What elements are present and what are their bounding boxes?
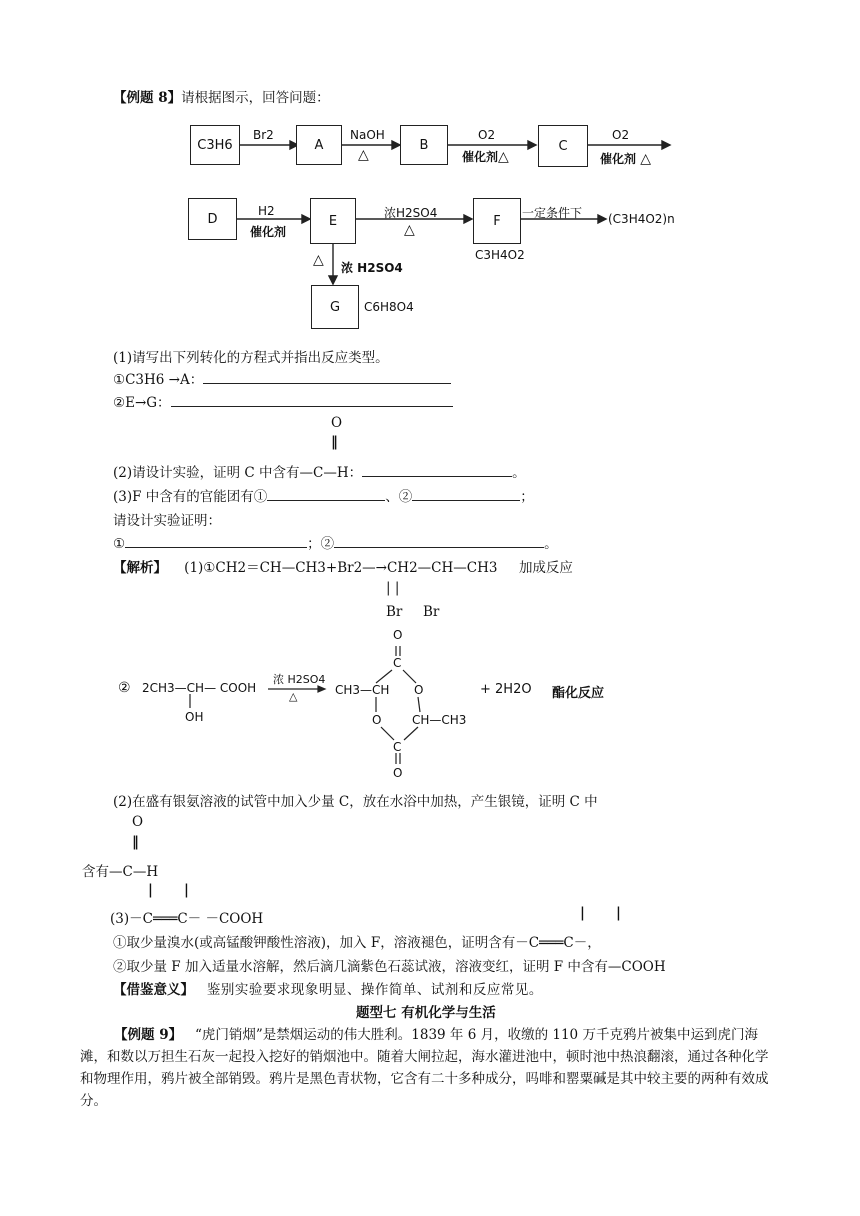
label-conc-h2so4-1: 浓H2SO4 — [384, 206, 438, 220]
box-d: D — [188, 198, 237, 240]
analysis-line-1: 【解析】 (1)①CH2＝CH—CH3+Br2—→CH2—CH—CH3 加成反应 — [113, 560, 573, 576]
analysis-contains: 含有—C—H — [82, 864, 159, 880]
label-f-formula: C3H4O2 — [475, 248, 525, 262]
box-g: G — [311, 285, 359, 329]
analysis-line-4: (3)－C═══C－ －COOH — [110, 911, 264, 927]
equation-2-heat: △ — [289, 690, 298, 703]
equation-2-type: 酯化反应 — [552, 686, 605, 701]
bond-bar-4: | — [616, 905, 621, 921]
q2-double-bond: ‖ — [331, 434, 338, 450]
label-some-conditions: 一定条件下 — [522, 206, 583, 220]
ring-top-o: O — [393, 628, 403, 642]
analysis-line-5: ①取少量溴水(或高锰酸钾酸性溶液)，加入 F，溶液褪色，证明含有－C═══C－， — [113, 935, 601, 951]
question-3-blanks: ① ；② 。 — [113, 536, 558, 552]
label-catalyst-1: 催化剂△ — [462, 149, 509, 165]
equation-2-reactant: 2CH3—CH— COOH — [142, 681, 257, 695]
label-br2: Br2 — [253, 128, 274, 142]
ring-bottom-o: O — [393, 766, 403, 780]
question-2: (2)请设计实验，证明 C 中含有—C—H： 。 — [113, 465, 526, 481]
example-8-prompt: 请根据图示，回答问题： — [181, 90, 330, 106]
ring-bottom-c: C — [393, 740, 402, 754]
label-g-formula: C6H8O4 — [364, 300, 414, 314]
equation-2-condition: 浓 H2SO4 — [273, 673, 326, 686]
equation-2-water: + 2H2O — [480, 682, 532, 697]
example-8-label: 【例题 8】 — [113, 90, 182, 106]
analysis-line-6: ②取少量 F 加入适量水溶解，然后滴几滴紫色石蕊试液，溶液变红，证明 F 中含有—COOH — [113, 959, 666, 975]
box-a: A — [296, 125, 342, 165]
section-title: 题型七 有机化学与生活 — [356, 1005, 496, 1021]
ring-right-o: O — [414, 683, 424, 697]
label-h2: H2 — [258, 204, 275, 218]
label-catalyst-2: 催化剂 △ — [600, 151, 651, 167]
equation-2-number: ② — [118, 680, 131, 696]
box-e: E — [310, 198, 356, 244]
reference-line: 【借鉴意义】 鉴别实验要求现象明显、操作简单、试剂和反应常见。 — [113, 982, 543, 998]
bond-bar-3: | — [580, 905, 585, 921]
label-heat-1: △ — [358, 147, 369, 163]
label-heat-2: △ — [404, 222, 415, 238]
example-9-paragraph: 【例题 9】 “虎门销烟”是禁烟运动的伟大胜利。1839 年 6 月，收缴的 110 万千克鸦片被集中运到虎门海滩，和数以万担生石灰一起投入挖好的销烟池中。随着大闸拉起，海水灌进池中，顿时池中热浪翻滚，通过各种化学和物理作用，鸦片被全部销毁。鸦片是黑色青状物，它含有二十多种成分，吗啡和罂粟碱是其中较主要的两种有效成分。 — [80, 1027, 769, 1109]
box-c: C — [538, 125, 588, 167]
box-c3h6: C3H6 — [190, 125, 240, 165]
question-1-1: ①C3H6 →A： — [113, 368, 451, 388]
q2-carbonyl-o: O — [331, 415, 343, 431]
label-catalyst-3: 催化剂 — [250, 225, 287, 239]
equation-2-oh: OH — [185, 710, 204, 724]
label-poly: (C3H4O2)n — [608, 212, 675, 226]
ring-top-c: C — [393, 656, 402, 670]
analysis-line-3: (2)在盛有银氨溶液的试管中加入少量 C，放在水浴中加热，产生银镜，证明 C 中 — [113, 794, 598, 810]
label-o2-1: O2 — [478, 128, 496, 142]
ring-right-ch: CH—CH3 — [412, 713, 467, 727]
question-3-prove: 请设计实验证明： — [113, 513, 221, 529]
label-conc-h2so4-2: 浓 H2SO4 — [341, 261, 403, 275]
box-b: B — [400, 125, 448, 165]
question-1-2: ②E→G： — [113, 391, 453, 411]
label-heat-3: △ — [313, 252, 324, 268]
analysis-bonds: | | — [386, 580, 400, 596]
label-o2-2: O2 — [612, 128, 630, 142]
bond-bar-1: | — [148, 882, 153, 898]
bond-bar-2: | — [184, 882, 189, 898]
question-3: (3)F 中含有的官能团有① 、② ； — [113, 489, 534, 505]
box-f: F — [473, 198, 521, 244]
label-naoh: NaOH — [350, 128, 385, 142]
analysis-o: O — [132, 814, 144, 830]
analysis-br-right: Br — [423, 604, 440, 620]
analysis-br-left: Br — [386, 604, 403, 620]
ring-left-ch: CH3—CH — [335, 683, 390, 697]
analysis-double-bond: ‖ — [132, 834, 139, 850]
question-1: (1)请写出下列转化的方程式并指出反应类型。 — [113, 350, 389, 366]
ring-left-o: O — [372, 713, 382, 727]
